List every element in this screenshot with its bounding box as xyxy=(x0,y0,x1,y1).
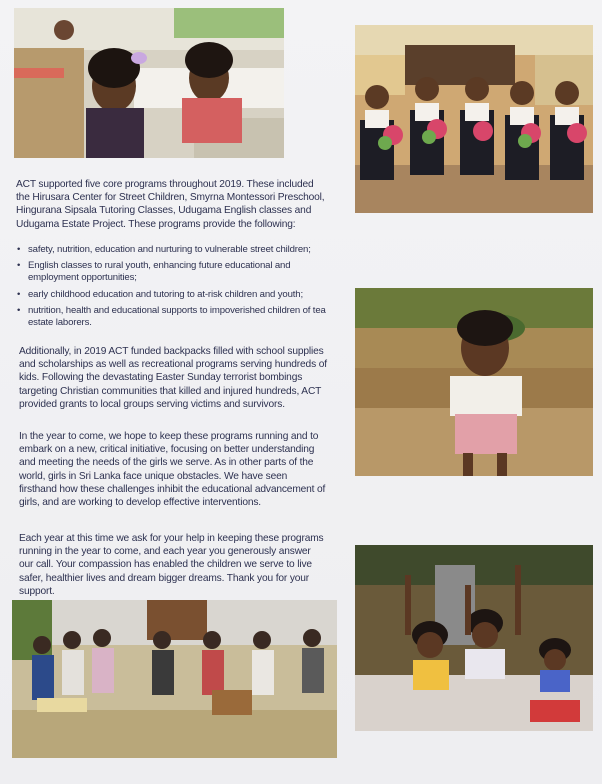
paragraph-text: In the year to come, we hope to keep these programs running and to embark on a new, critical initiative, focusing on better understanding and meeting the needs of the girls we serve. As in other parts of the world, girls in Sri Lanka face unique obstacles. We have seen firsthand how these challenges inhibit the educational advancement of girls, and are working to develop effective interventions. xyxy=(19,431,326,509)
photo-classroom-hands-raised xyxy=(355,545,593,731)
photo-girls-at-desks xyxy=(14,8,284,158)
program-bullet-list xyxy=(16,244,328,333)
paragraph-year-to-come xyxy=(19,430,327,509)
paragraph-text: Each year at this time we ask for your help in keeping these programs running in the year to come, and each year you generously answer our call. Your compassion has enabled the children we serve to live safer, healthier lives and dream bigger dreams. Thank you for your support. xyxy=(19,533,324,597)
photo-outdoor-class xyxy=(12,600,337,758)
intro-text xyxy=(16,178,328,231)
photo-children-with-flowers xyxy=(355,25,593,213)
bullet-item: • nutrition, health and educational supports to impoverished children of tea estate laborers. xyxy=(16,305,328,329)
photo-girl-outdoors xyxy=(355,288,593,476)
bullet-item: • English classes to rural youth, enhancing future educational and employment opportunities; xyxy=(16,260,328,284)
bullet-item: • early childhood education and tutoring to at-risk children and youth; xyxy=(16,289,328,301)
paragraph-text: Additionally, in 2019 ACT funded backpacks filled with school supplies and scholarships as well as recreational programs serving hundreds of kids. Following the devastating Easter Sunday terrorist bombings targeting Christian communities that killed and injured hundreds, ACT provided grants to local groups serving victims and survivors. xyxy=(19,346,327,410)
bullet-item: • safety, nutrition, education and nurturing to vulnerable street children; xyxy=(16,244,328,256)
paragraph-additionally xyxy=(19,345,327,411)
intro-paragraph: ACT supported five core programs throughout 2019. These included the Hirusara Center for Street Children, Smyrna Montessori Preschool, Hingurana Sipsala Tutoring Classes, Udugama English classes and Udugama Estate Project. These programs provide the following: xyxy=(16,179,325,230)
paragraph-thank-you xyxy=(19,532,327,598)
